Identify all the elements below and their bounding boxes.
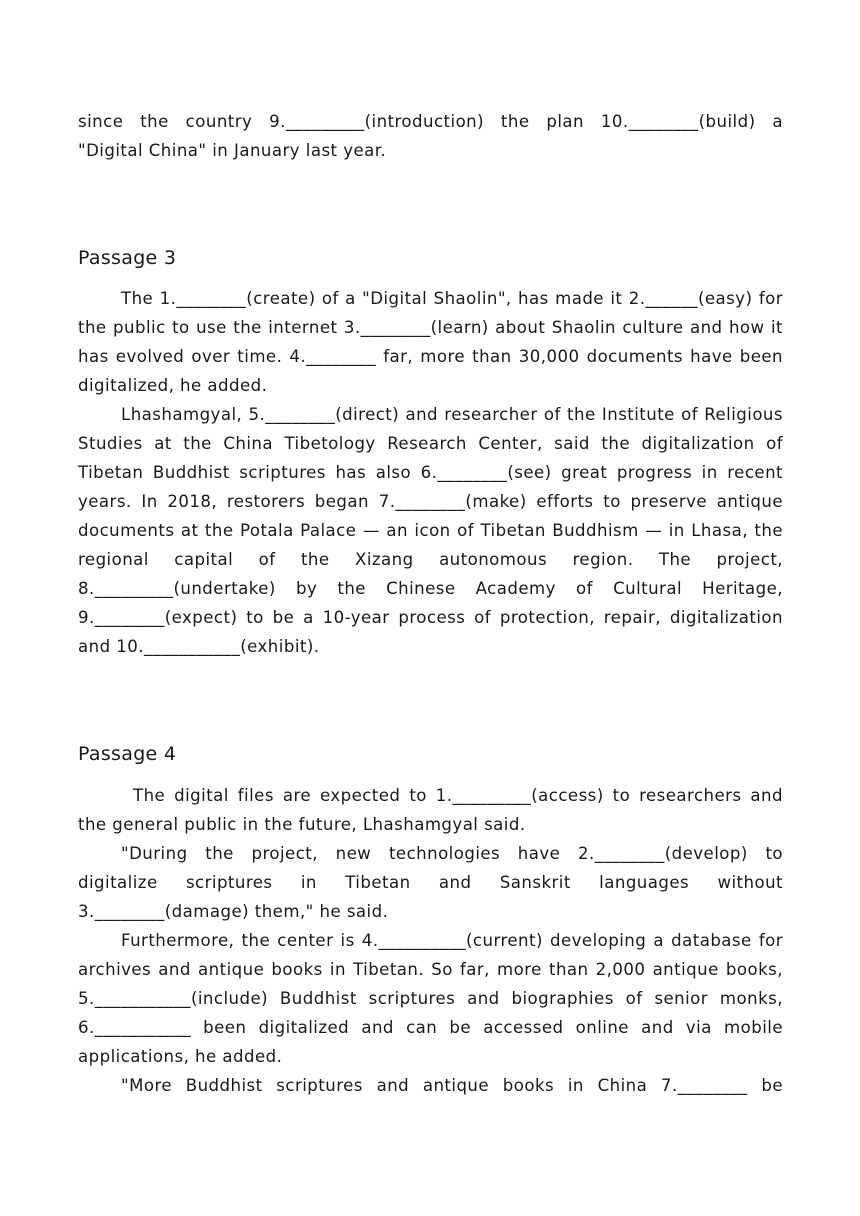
intro-passage-fragment <box>78 107 783 165</box>
passage-3-body <box>78 284 783 661</box>
passage-3-paragraph-1: The 1.________(create) of a "Digital Shaolin", has made it 2.______(easy) for the public to use the internet 3.________(learn) about Shaolin culture and how it has evolved over time. 4.________ far, more than 30,000 documents have been digitalized, he added. <box>78 289 783 395</box>
passage-4-paragraph-3: Furthermore, the center is 4.__________(current) developing a database for archives and antique books in Tibetan. So far, more than 2,000 antique books, 5.___________(include) Buddhist scriptures and biographies of senior monks, 6.___________ been digitalized and can be accessed online and via mobile applications, he added. <box>78 931 783 1066</box>
passage-4-paragraph-1: The digital files are expected to 1._________(access) to researchers and the general public in the future, Lhashamgyal said. <box>78 786 783 834</box>
passage-3-paragraph-2: Lhashamgyal, 5.________(direct) and researcher of the Institute of Religious Studies at the China Tibetology Research Center, said the digitalization of Tibetan Buddhist scriptures has also 6.________(see) great progress in recent years. In 2018, restorers began 7.________(make) efforts to preserve antique documents at the Potala Palace — an icon of Tibetan Buddhism — in Lhasa, the regional capital of the Xizang autonomous region. The project, 8._________(undertake) by the Chinese Academy of Cultural Heritage, 9.________(expect) to be a 10-year process of protection, repair, digitalization and 10.___________(exhibit). <box>78 405 783 656</box>
passage-4-paragraph-4: "More Buddhist scriptures and antique books in China 7.________ be <box>121 1076 783 1095</box>
passage-3-heading: Passage 3 <box>78 247 177 269</box>
intro-line-1: since the country 9._________(introduction) the plan 10.________(build) a <box>78 112 783 131</box>
passage-4-paragraph-2: "During the project, new technologies have 2.________(develop) to digitalize scriptures in Tibetan and Sanskrit languages without 3.________(damage) them," he said. <box>78 844 783 921</box>
passage-4-heading: Passage 4 <box>78 743 177 765</box>
intro-line-2: "Digital China" in January last year. <box>78 141 387 160</box>
passage-4-body <box>78 781 783 1100</box>
